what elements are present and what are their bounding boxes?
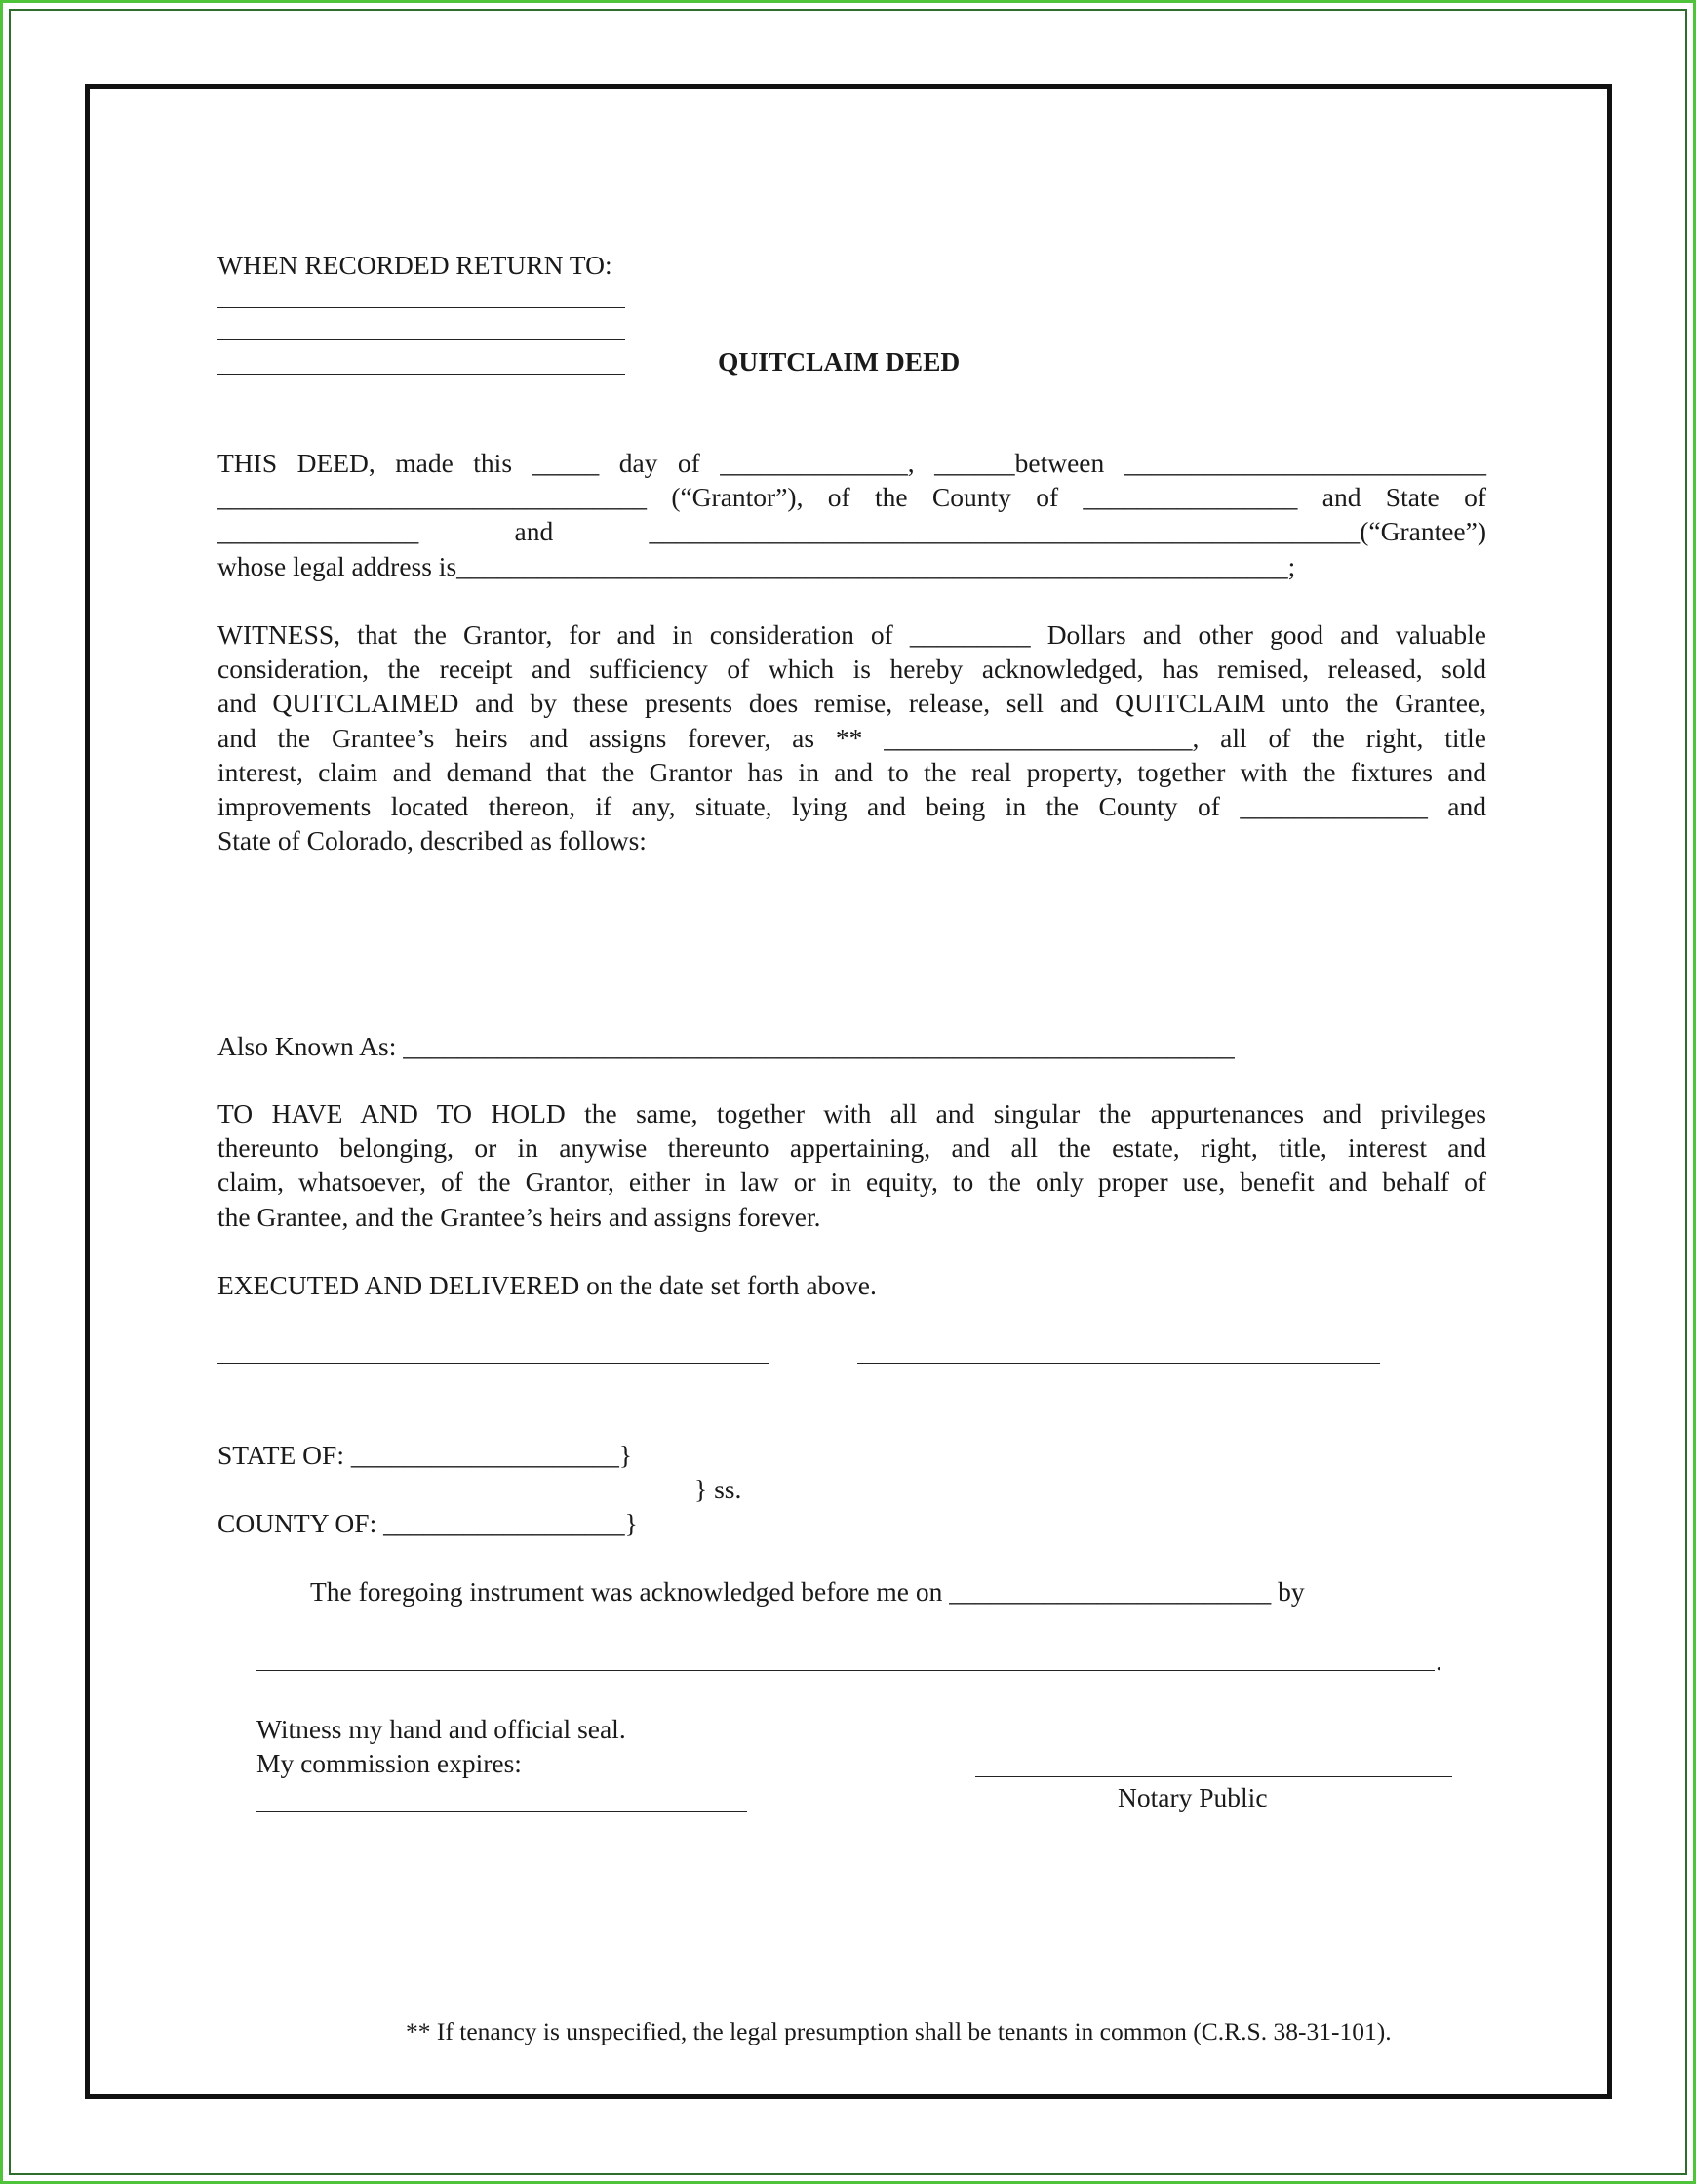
acknowledgment-line: The foregoing instrument was acknowledged before me on ________________________ by xyxy=(310,1576,1305,1607)
notary-public-label: Notary Public xyxy=(1118,1782,1268,1812)
witness-seal-text: Witness my hand and official seal. xyxy=(256,1714,626,1744)
paragraph-line: ________________________________ (“Grantor”), of the County of ________________ and State of xyxy=(217,482,1486,513)
commission-expires-label: My commission expires: xyxy=(256,1748,522,1778)
return-line-3[interactable] xyxy=(217,374,625,375)
grantor-signature-line-1[interactable] xyxy=(217,1363,769,1364)
return-line-2[interactable] xyxy=(217,339,625,340)
ss-label: } ss. xyxy=(694,1474,742,1504)
paragraph-line: consideration, the receipt and sufficiency of which is hereby acknowledged, has remised, released, sold xyxy=(217,654,1486,685)
notary-signature-line[interactable] xyxy=(975,1776,1452,1777)
document-title: QUITCLAIM DEED xyxy=(718,346,961,377)
witness-paragraph xyxy=(217,617,1486,857)
deed-parties-paragraph xyxy=(217,446,1486,583)
grantor-signature-line-2[interactable] xyxy=(857,1363,1380,1364)
paragraph-line: TO HAVE AND TO HOLD the same, together with all and singular the appurtenances and privileges xyxy=(217,1098,1486,1129)
footnote: ** If tenancy is unspecified, the legal presumption shall be tenants in common (C.R.S. 38-31-101). xyxy=(406,2017,1392,2045)
also-known-as: Also Known As: ______________________________________________________________ xyxy=(217,1031,1235,1061)
return-line-1[interactable] xyxy=(217,307,625,308)
document-page xyxy=(85,84,1612,2099)
county-of-line: COUNTY OF: __________________} xyxy=(217,1508,638,1538)
habendum-paragraph xyxy=(217,1096,1486,1234)
paragraph-line: _______________ and _____________________________________________________(“Grantee”) xyxy=(217,516,1486,547)
paragraph-line: State of Colorado, described as follows: xyxy=(217,825,647,856)
paragraph-line: interest, claim and demand that the Grantor has in and to the real property, together with the fixtures and xyxy=(217,756,1486,787)
paragraph-line: THIS DEED, made this _____ day of ______________, ______between ___________________________ xyxy=(217,448,1486,478)
paragraph-line: thereunto belonging, or in anywise thereunto appertaining, and all the estate, right, title, interest and xyxy=(217,1132,1486,1164)
paragraph-line: WITNESS, that the Grantor, for and in consideration of _________ Dollars and other good and valuable xyxy=(217,619,1486,650)
executed-line: EXECUTED AND DELIVERED on the date set forth above. xyxy=(217,1270,877,1300)
paragraph-line: improvements located thereon, if any, situate, lying and being in the County of ______________ and xyxy=(217,791,1486,822)
return-to-label: WHEN RECORDED RETURN TO: xyxy=(217,250,612,280)
paragraph-line: and QUITCLAIMED and by these presents does remise, release, sell and QUITCLAIM unto the Grantee, xyxy=(217,688,1486,719)
paragraph-line: the Grantee, and the Grantee’s heirs and assigns forever. xyxy=(217,1201,821,1232)
commission-expires-line[interactable] xyxy=(256,1811,747,1812)
paragraph-line: whose legal address is______________________________________________________________; xyxy=(217,550,1296,581)
paragraph-line: and the Grantee’s heirs and assigns forever, as ** _______________________, all of the right, title xyxy=(217,722,1486,753)
acknowledged-by-line[interactable] xyxy=(256,1670,1435,1671)
state-of-line: STATE OF: ____________________} xyxy=(217,1440,633,1470)
acknowledgment-period: . xyxy=(1436,1646,1442,1676)
paragraph-line: claim, whatsoever, of the Grantor, either in law or in equity, to the only proper use, benefit and behalf of xyxy=(217,1167,1486,1198)
